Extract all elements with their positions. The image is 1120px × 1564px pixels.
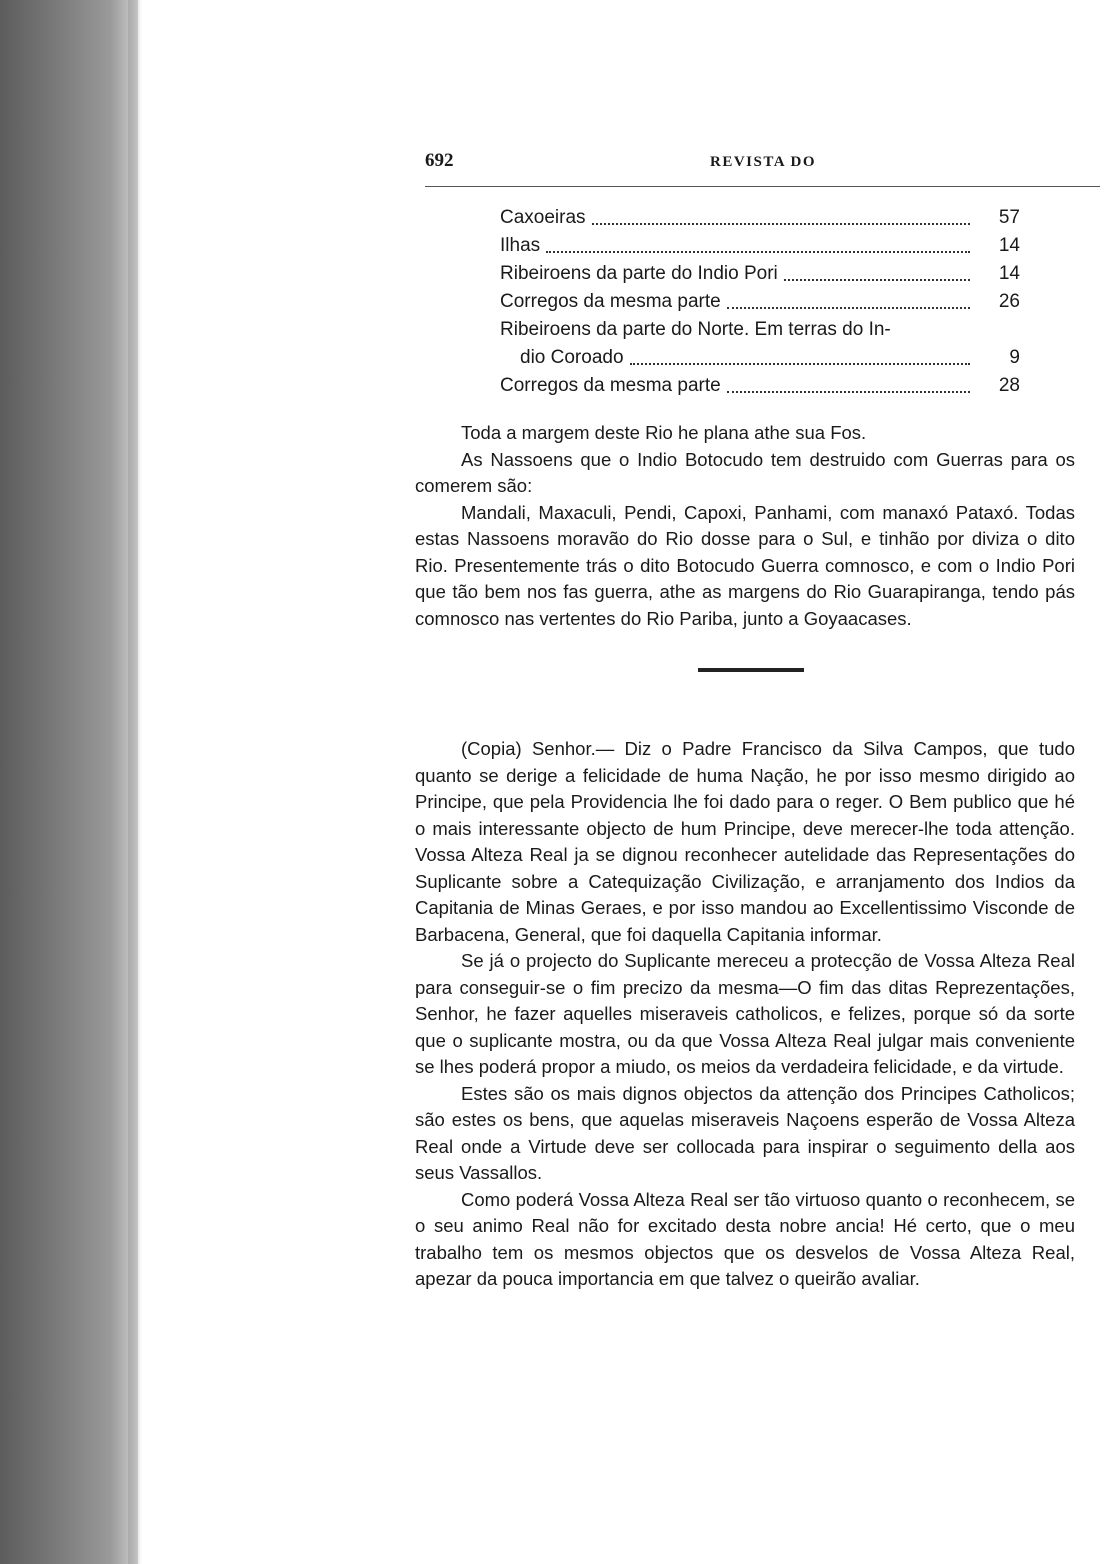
river-count-table — [500, 204, 1020, 400]
table-row — [500, 288, 1020, 316]
table-row-value: 14 — [998, 235, 1020, 256]
dot-leader — [546, 250, 970, 253]
table-row-label: Corregos da mesma parte — [500, 375, 721, 396]
table-row-value: 57 — [998, 207, 1020, 228]
table-row-value: 14 — [998, 263, 1020, 284]
table-row — [500, 260, 1020, 288]
paragraph: Estes são os mais dignos objectos da attenção dos Principes Catholicos; são estes os bens, que aquelas miseraveis Naçoens esperão de Vossa Alteza Real onde a Virtude deve ser collocada para inspirar o seguimento della aos seus Vassallos. — [415, 1082, 1075, 1183]
table-row-label: Ilhas — [500, 235, 541, 256]
dot-leader — [727, 390, 970, 393]
paragraph: Como poderá Vossa Alteza Real ser tão virtuoso quanto o reconhecem, se o seu animo Real não for excitado desta nobre ancia! Hé certo, que o meu trabalho tem os mesmos objectos que os desvelos de Vossa Alteza Real, apezar da pouca importancia em que talvez o queirão avaliar. — [415, 1188, 1075, 1289]
dot-leader — [727, 306, 970, 309]
table-row-label-cont: dio Coroado — [520, 347, 624, 368]
table-row-label: Corregos da mesma parte — [500, 291, 721, 312]
running-head: REVISTA DO — [710, 154, 816, 170]
section-divider — [698, 668, 804, 672]
table-row-value: 28 — [998, 375, 1020, 396]
body-text-bottom — [415, 736, 1075, 1293]
table-row-value: 9 — [1009, 347, 1020, 368]
table-row — [500, 232, 1020, 260]
paragraph: Toda a margem deste Rio he plana athe sua Fos. — [461, 422, 867, 443]
table-row-continuation — [500, 344, 1020, 372]
paragraph: (Copia) Senhor.— Diz o Padre Francisco da Silva Campos, que tudo quanto se derige a felicidade de huma Nação, he por isso mesmo dirigido ao Principe, que pela Providencia lhe foi dado para o reger. O Bem publico que hé o mais interessante objecto de hum Principe, deve merecer-lhe toda attenção. Vossa Alteza Real ja se dignou reconhecer autelidade das Representações do Suplicante sobre a Catequização Civilização, e arranjamento dos Indios da Capitania de Minas Geraes, e por isso mandou ao Excellentissimo Visconde de Barbacena, General, que foi daquella Capitania informar. — [415, 738, 1075, 945]
paragraph: Se já o projecto do Suplicante mereceu a protecção de Vossa Alteza Real para conseguir-se o fim precizo da mesma—O fim das ditas Reprezentações, Senhor, he fazer aquelles miseraveis catholicos, e felizes, porque só da sorte que o suplicante mostra, ou da que Vossa Alteza Real julgar mais conveniente se lhes poderá propor a miudo, os meios da verdadeira felicidade, e da virtude. — [415, 950, 1075, 1077]
table-row — [500, 204, 1020, 232]
dot-leader — [592, 222, 970, 225]
table-row-label: Ribeiroens da parte do Norte. Em terras do In- — [500, 319, 891, 340]
table-row — [500, 316, 1020, 344]
table-row-label: Caxoeiras — [500, 207, 586, 228]
page-header — [425, 148, 1100, 187]
table-row-value: 26 — [998, 291, 1020, 312]
page-number: 692 — [425, 150, 454, 171]
table-row — [500, 372, 1020, 400]
dot-leader — [784, 278, 970, 281]
paragraph: As Nassoens que o Indio Botocudo tem destruido com Guerras para os comerem são: — [415, 448, 1075, 496]
table-row-label: Ribeiroens da parte do Indio Pori — [500, 263, 778, 284]
body-text-top — [415, 420, 1075, 632]
paragraph: Mandali, Maxaculi, Pendi, Capoxi, Panhami, com manaxó Pataxó. Todas estas Nassoens moravão do Rio dosse para o Sul, e tinhão por diviza o dito Rio. Presentemente trás o dito Botocudo Guerra comnosco, e com o Indio Pori que tão bem nos fas guerra, athe as margens do Rio Guarapiranga, tendo pás comnosco nas vertentes do Rio Pariba, junto a Goyaacases. — [415, 501, 1075, 629]
dot-leader — [630, 362, 970, 365]
